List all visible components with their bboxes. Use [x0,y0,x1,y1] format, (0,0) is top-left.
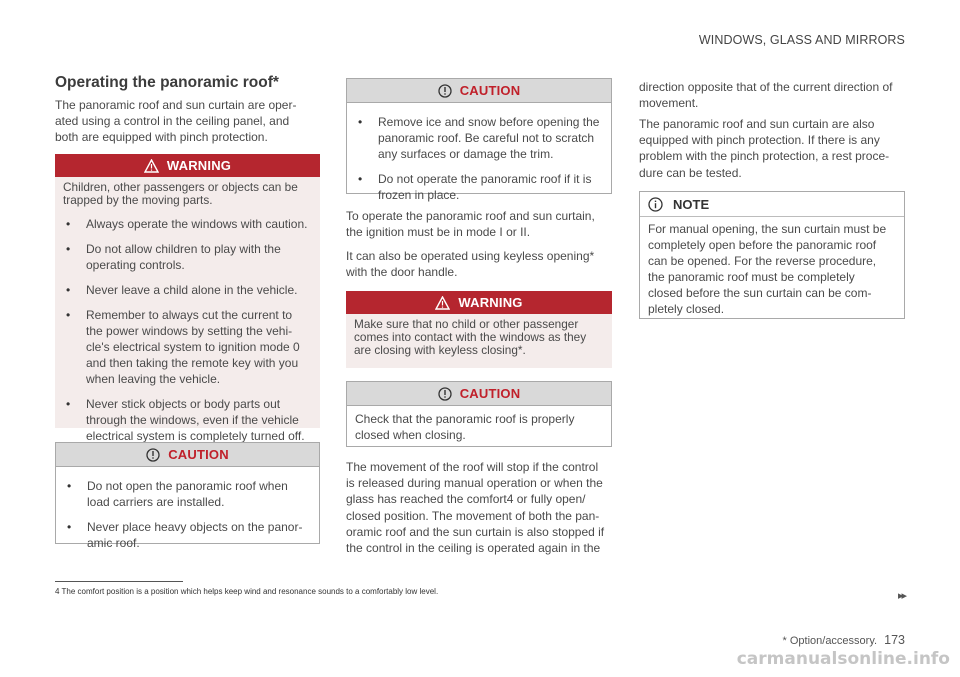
next-page-arrows-icon: ▸▸ [897,590,905,602]
caution-bar [347,79,611,103]
warning-triangle-icon [435,296,450,310]
intro-paragraph [55,97,320,146]
text-line: movement. [639,96,699,111]
text-line: the ignition must be in mode I or II. [346,225,531,240]
list-item: • Do not allow children to play with the operating controls. [63,241,310,273]
text-line: are closing with keyless closing*. [354,343,526,357]
warning-label: WARNING [166,158,232,173]
text-line: closed position. The movement of both the pan- [346,508,600,523]
text-line: closed before the sun curtain can be com- [648,286,872,300]
text-line: For manual opening, the sun curtain must be [648,222,887,236]
list-item: • Do not operate the panoramic roof if it is frozen in place. [355,171,601,203]
list-item: • Never place heavy objects on the panor- amic roof. [64,519,309,551]
paragraph [346,248,612,280]
text-line: The movement of the roof will stop if the control [346,460,599,474]
caution-box [346,78,612,202]
warning-bar [346,291,612,314]
text-line: The panoramic roof and sun curtain are also [639,117,875,131]
page-footer [783,633,905,647]
text-line: Children, other passengers or objects can be [63,180,298,194]
caution-label: CAUTION [459,83,521,98]
note-label: NOTE [673,196,710,212]
text-line: problem with the pinch protection, a rest proce- [639,149,890,164]
list-item: • Do not open the panoramic roof when load carriers are installed. [64,478,309,510]
caution-label: CAUTION [459,386,521,401]
text-line: Make sure that no child or other passenger [354,317,579,331]
caution-box [55,442,320,550]
caution-content [347,406,611,451]
text-line: glass has reached the comfort4 or fully open/ [346,492,586,507]
list-item: • Always operate the windows with caution. [63,216,310,232]
caution-label: CAUTION [168,447,229,462]
caution-content [347,103,611,211]
warning-label: WARNING [458,295,523,310]
caution-bar [347,382,611,406]
option-note: * Option/accessory. [782,635,878,647]
section-header: WINDOWS, GLASS AND MIRRORS [698,33,905,47]
text-line: dure can be tested. [639,165,742,180]
text-line: comes into contact with the windows as they [354,330,587,344]
warning-content [55,177,320,452]
text-line: The panoramic roof and sun curtain are oper- [55,98,297,112]
warning-content [346,314,612,365]
note-box [639,191,905,319]
paragraph [346,459,612,556]
exclamation-circle-icon [438,84,452,98]
text-line: can be opened. For the reverse procedure, [648,254,877,268]
footnote: 4 The comfort position is a position which helps keep wind and resonance sounds to a comfortably low level. [55,587,439,596]
text-line: Check that the panoramic roof is properly [355,412,575,426]
list-item: • Never leave a child alone in the vehicle. [63,282,310,298]
caution-box [346,381,612,447]
exclamation-circle-icon [146,448,160,462]
section-title: Operating the panoramic roof* [55,74,279,91]
text-line: equipped with pinch protection. If there is any [639,133,880,148]
paragraph [639,116,905,181]
text-line: completely open before the panoramic roof [648,238,877,252]
text-line: the control in the ceiling is operated again in the [346,541,601,556]
list-item: • Remove ice and snow before opening the panoramic roof. Be careful not to scratch any surfaces or damage the trim. [355,114,601,162]
note-bar [640,192,904,217]
paragraph [346,208,612,240]
text-line: pletely closed. [648,302,725,316]
exclamation-circle-icon [438,387,452,401]
text-line: oramic roof and the sun curtain is also stopped if [346,524,605,539]
text-line: both are equipped with pinch protection. [55,130,268,145]
watermark: carmanualsonline.info [736,649,950,669]
text-line: with the door handle. [346,265,458,280]
text-line: To operate the panoramic roof and sun curtain, [346,209,595,223]
caution-list [355,114,601,203]
caution-list [64,478,309,551]
text-line: It can also be operated using keyless opening* [346,249,595,263]
text-line: direction opposite that of the current direction of [639,80,893,94]
text-line: ated using a control in the ceiling panel, and [55,114,290,129]
warning-box [346,291,612,368]
caution-bar [56,443,319,467]
text-line: closed when closing. [355,428,466,442]
list-item: • Never stick objects or body parts out through the windows, even if the vehicle electrical system is completely turned off. [63,396,310,444]
info-icon [648,197,663,212]
warning-box [55,154,320,443]
caution-content [56,467,319,559]
warning-list [63,216,310,444]
paragraph [639,79,905,111]
warning-bar [55,154,320,177]
footnote-divider [55,581,183,582]
text-line: the panoramic roof must be completely [648,270,855,284]
note-content [640,217,904,325]
page-number: 173 [884,633,905,647]
text-line: is released during manual operation or when the [346,476,603,491]
warning-triangle-icon [144,159,159,173]
text-line: trapped by the moving parts. [63,193,213,207]
list-item: • Remember to always cut the current to the power windows by setting the vehi- cle's electrical system to ignition mode 0 and then taking the remote key with you when leaving the vehicle. [63,307,310,387]
